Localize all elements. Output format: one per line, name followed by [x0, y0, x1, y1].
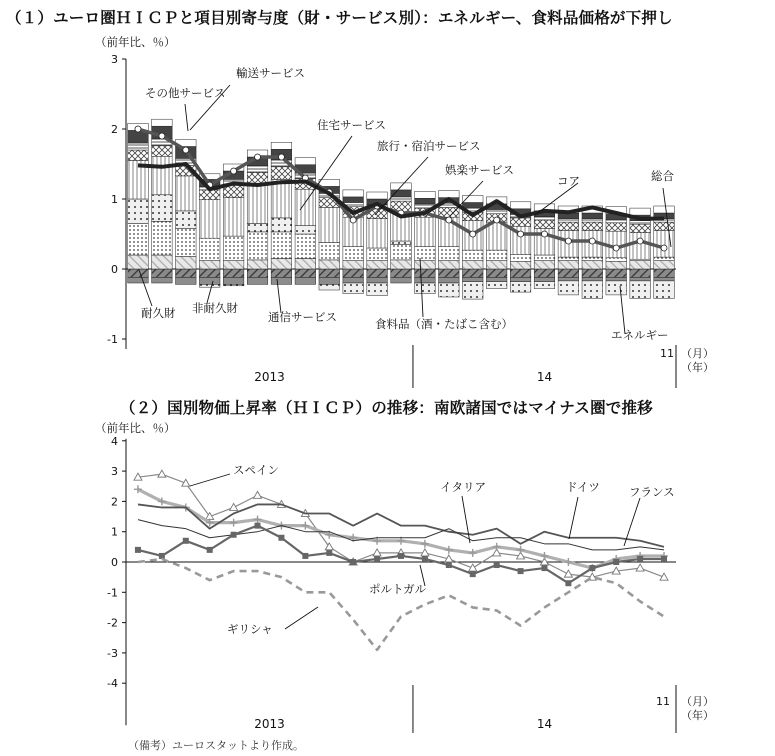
- series-label-5: コア: [557, 174, 580, 188]
- series-label-11: エネルギー: [611, 328, 669, 342]
- country-label-3: フランス: [629, 485, 675, 499]
- chart1-title: （１）ユーロ圏ＨＩＣＰと項目別寄与度（財・サービス別）：エネルギー、食料品価格が下押し: [6, 9, 673, 27]
- bar-segment: [271, 232, 292, 259]
- headline-point: [589, 238, 595, 244]
- bar-segment: [247, 224, 268, 232]
- label-leader: [569, 497, 578, 539]
- bar-segment: [391, 197, 412, 201]
- marker-square: [135, 547, 141, 553]
- series-label-8: 非耐久財: [192, 301, 238, 315]
- bar-segment: [606, 277, 627, 281]
- bar-segment: [439, 247, 460, 261]
- bar-segment: [319, 242, 340, 260]
- year-label-2013: 2013: [254, 717, 285, 731]
- bar-segment: [223, 198, 244, 237]
- chart2-title: （２）国別物価上昇率（ＨＩＣＰ）の推移：南欧諸国ではマイナス圏で推移: [120, 399, 653, 417]
- series-label-1: その他サービス: [145, 86, 226, 100]
- bar-segment: [319, 277, 340, 284]
- marker-triangle: [230, 503, 238, 510]
- bar-segment: [558, 261, 579, 269]
- bar-segment: [415, 217, 436, 246]
- bar-segment: [367, 277, 388, 283]
- marker-square: [661, 556, 667, 562]
- series-label-4: 娯楽サービス: [445, 163, 514, 177]
- marker-triangle: [254, 491, 262, 498]
- bar-segment: [152, 146, 173, 157]
- bar-segment: [271, 277, 292, 284]
- series-label-6: 総合: [651, 169, 674, 183]
- bar-segment: [415, 198, 436, 204]
- marker-triangle: [158, 470, 166, 477]
- bar-segment: [415, 191, 436, 198]
- headline-point: [159, 133, 165, 139]
- bar-segment: [271, 142, 292, 149]
- bar-segment: [439, 269, 460, 277]
- y-tick-label: 1: [111, 193, 118, 206]
- marker-square: [518, 568, 524, 574]
- headline-point: [350, 217, 356, 223]
- marker-square: [613, 559, 619, 565]
- y-tick-label: 0: [111, 263, 118, 276]
- bar-segment: [295, 158, 316, 165]
- bar-segment: [534, 220, 555, 228]
- year-label-2013: 2013: [254, 370, 285, 384]
- country-label-4: ポルトガル: [369, 582, 427, 596]
- marker-square: [255, 523, 261, 529]
- bar-segment: [606, 223, 627, 231]
- y-tick-label: -1: [107, 586, 118, 600]
- bar-segment: [654, 231, 675, 258]
- y-tick-label: -4: [107, 677, 118, 691]
- bar-segment: [654, 281, 675, 299]
- bar-segment: [367, 269, 388, 277]
- bar-segment: [558, 219, 579, 223]
- bar-segment: [391, 245, 412, 260]
- bar-segment: [128, 269, 149, 277]
- bar-segment: [630, 208, 651, 215]
- bar-segment: [176, 176, 197, 211]
- marker-square: [302, 553, 308, 559]
- marker-plus: [445, 546, 453, 554]
- bar-segment: [582, 219, 603, 223]
- bar-segment: [199, 238, 220, 260]
- marker-square: [637, 556, 643, 562]
- y-tick-label: 1: [111, 525, 118, 539]
- bar-segment: [630, 224, 651, 232]
- y-tick-label: 2: [111, 495, 118, 509]
- bar-segment: [606, 281, 627, 295]
- bar-segment: [295, 277, 316, 284]
- marker-square: [326, 550, 332, 556]
- marker-triangle: [564, 570, 572, 577]
- bar-segment: [582, 261, 603, 269]
- bar-segment: [486, 210, 507, 214]
- bar-segment: [415, 247, 436, 261]
- marker-square: [541, 565, 547, 571]
- bar-segment: [247, 260, 268, 269]
- bar-segment: [343, 261, 364, 269]
- headline-point: [183, 147, 189, 153]
- headline-point: [278, 154, 284, 160]
- bar-segment: [152, 221, 173, 255]
- bar-segment: [606, 219, 627, 223]
- bar-segment: [152, 277, 173, 283]
- bar-segment: [391, 269, 412, 277]
- marker-square: [350, 559, 356, 565]
- bar-segment: [630, 233, 651, 260]
- bar-segment: [391, 260, 412, 269]
- marker-plus: [230, 519, 238, 527]
- bar-segment: [558, 281, 579, 295]
- bar-segment: [630, 277, 651, 281]
- bar-segment: [606, 261, 627, 269]
- bar-segment: [391, 277, 412, 283]
- y-tick-label: 4: [111, 434, 118, 448]
- end-month-label: 11: [656, 695, 670, 708]
- marker-plus: [254, 516, 262, 524]
- country-label-2: ドイツ: [566, 480, 600, 494]
- bar-segment: [319, 260, 340, 269]
- bar-segment: [271, 218, 292, 232]
- bar-segment: [510, 218, 531, 226]
- bar-segment: [486, 269, 507, 277]
- bar-segment: [510, 261, 531, 269]
- marker-square: [446, 562, 452, 568]
- bar-segment: [534, 255, 555, 261]
- headline-point: [613, 245, 619, 251]
- series-label-10: 食料品（酒・たばこ含む）: [375, 317, 513, 331]
- bar-segment: [295, 234, 316, 259]
- country-label-5: ギリシャ: [227, 622, 273, 636]
- year-unit-label: （年）: [681, 361, 714, 374]
- label-leader: [624, 498, 640, 546]
- bar-segment: [630, 281, 651, 299]
- bar-segment: [223, 277, 244, 284]
- y-tick-label: 2: [111, 123, 118, 136]
- bar-segment: [247, 269, 268, 277]
- headline-point: [135, 126, 141, 132]
- bar-segment: [582, 222, 603, 230]
- bar-segment: [199, 269, 220, 277]
- bar-segment: [152, 195, 173, 222]
- bar-segment: [152, 269, 173, 277]
- marker-square: [183, 538, 189, 544]
- bar-segment: [439, 283, 460, 297]
- label-leader: [185, 104, 188, 131]
- series-label-2: 住宅サービス: [317, 118, 386, 132]
- headline-point: [637, 238, 643, 244]
- marker-square: [565, 580, 571, 586]
- bar-segment: [319, 179, 340, 186]
- bar-segment: [415, 277, 436, 283]
- year-label-2014: 14: [536, 717, 553, 731]
- bar-segment: [152, 156, 173, 195]
- bar-segment: [367, 192, 388, 199]
- month-unit-label: （月）: [681, 347, 714, 360]
- bar-segment: [510, 269, 531, 277]
- bar-segment: [606, 269, 627, 277]
- series-label-3: 旅行・宿泊サービス: [377, 139, 481, 153]
- bar-segment: [247, 232, 268, 260]
- bar-segment: [654, 222, 675, 230]
- headline-point: [494, 217, 500, 223]
- bar-segment: [128, 277, 149, 283]
- bar-segment: [176, 277, 197, 284]
- bar-segment: [415, 269, 436, 277]
- marker-square: [374, 556, 380, 562]
- bar-segment: [247, 277, 268, 284]
- series-label-7: 耐久財: [141, 306, 176, 320]
- bar-segment: [199, 200, 220, 239]
- bar-segment: [558, 257, 579, 261]
- bar-segment: [654, 277, 675, 281]
- y-axis-label: （前年比、％）: [95, 35, 176, 49]
- bar-segment: [534, 282, 555, 289]
- bar-segment: [558, 222, 579, 230]
- y-tick-label: -3: [107, 646, 118, 660]
- bar-segment: [223, 269, 244, 277]
- bar-segment: [510, 202, 531, 209]
- bar-segment: [271, 269, 292, 277]
- bar-segment: [486, 250, 507, 261]
- bar-segment: [367, 219, 388, 248]
- label-leader: [190, 474, 230, 486]
- marker-plus: [421, 540, 429, 548]
- y-tick-label: -1: [107, 333, 118, 346]
- bar-segment: [534, 277, 555, 281]
- bar-segment: [223, 236, 244, 261]
- bar-segment: [630, 269, 651, 277]
- bar-segment: [271, 179, 292, 218]
- bar-segment: [128, 150, 149, 161]
- y-tick-label: 3: [111, 53, 118, 66]
- bar-segment: [128, 143, 149, 150]
- bar-segment: [152, 255, 173, 269]
- source-note: （備考）ユーロスタットより作成。: [128, 739, 304, 752]
- bar-segment: [271, 167, 292, 180]
- bar-segment: [462, 203, 483, 209]
- bar-segment: [176, 269, 197, 277]
- label-leader: [285, 607, 318, 629]
- headline-point: [470, 231, 476, 237]
- marker-square: [494, 562, 500, 568]
- y-axis-label: （前年比、％）: [95, 421, 176, 435]
- bar-segment: [128, 255, 149, 269]
- bar-segment: [415, 261, 436, 269]
- y-tick-label: 0: [111, 556, 118, 569]
- bar-segment: [176, 228, 197, 256]
- bar-segment: [128, 199, 149, 224]
- bar-segment: [247, 185, 268, 224]
- headline-point: [541, 231, 547, 237]
- bar-segment: [510, 277, 531, 281]
- bar-segment: [295, 226, 316, 234]
- bar-segment: [582, 281, 603, 299]
- y-tick-label: 3: [111, 465, 118, 479]
- bar-segment: [199, 284, 220, 287]
- bar-segment: [606, 258, 627, 262]
- bar-segment: [486, 222, 507, 250]
- bar-segment: [295, 259, 316, 270]
- bar-segment: [582, 277, 603, 281]
- bar-segment: [630, 221, 651, 225]
- bar-segment: [247, 165, 268, 172]
- marker-square: [470, 571, 476, 577]
- bar-segment: [128, 224, 149, 256]
- bar-segment: [319, 207, 340, 242]
- marker-square: [231, 532, 237, 538]
- bar-segment: [391, 190, 412, 197]
- bar-segment: [462, 269, 483, 277]
- marker-square: [278, 535, 284, 541]
- bar-segment: [654, 261, 675, 269]
- bar-segment: [367, 248, 388, 261]
- bar-segment: [415, 283, 436, 294]
- country-inflation-chart: [0, 415, 775, 755]
- year-unit-label: （年）: [681, 709, 714, 722]
- bar-segment: [199, 261, 220, 269]
- bar-segment: [199, 190, 220, 200]
- headline-point: [231, 168, 237, 174]
- headline-point: [565, 238, 571, 244]
- y-tick-label: -2: [107, 616, 118, 630]
- bar-segment: [343, 197, 364, 203]
- marker-plus: [493, 543, 501, 551]
- bar-segment: [391, 241, 412, 245]
- bar-segment: [462, 250, 483, 261]
- bar-segment: [295, 189, 316, 225]
- marker-plus: [517, 546, 525, 554]
- bar-segment: [486, 277, 507, 281]
- bar-segment: [534, 261, 555, 269]
- bar-segment: [534, 269, 555, 277]
- bar-segment: [223, 284, 244, 285]
- marker-plus: [469, 549, 477, 557]
- marker-square: [398, 553, 404, 559]
- bar-segment: [176, 211, 197, 229]
- bar-segment: [439, 261, 460, 269]
- bar-segment: [152, 119, 173, 126]
- bar-segment: [462, 277, 483, 281]
- bar-segment: [319, 269, 340, 277]
- bar-segment: [462, 282, 483, 300]
- bar-segment: [558, 277, 579, 281]
- series-label-0: 輸送サービス: [236, 66, 305, 80]
- bar-segment: [654, 257, 675, 261]
- bar-segment: [271, 259, 292, 270]
- bar-segment: [367, 283, 388, 296]
- country-label-0: スペイン: [233, 463, 279, 477]
- bar-segment: [462, 261, 483, 269]
- bar-segment: [319, 284, 340, 290]
- marker-square: [422, 556, 428, 562]
- bar-segment: [439, 277, 460, 283]
- bar-segment: [582, 269, 603, 277]
- bar-segment: [343, 283, 364, 294]
- headline-point: [661, 245, 667, 251]
- bar-segment: [439, 207, 460, 217]
- bar-segment: [534, 217, 555, 221]
- end-month-label: 11: [660, 347, 674, 360]
- marker-square: [207, 547, 213, 553]
- headline-point: [255, 154, 261, 160]
- bar-segment: [486, 282, 507, 289]
- country-label-1: イタリア: [440, 480, 486, 494]
- year-label-2014: 14: [536, 370, 553, 384]
- bar-segment: [654, 206, 675, 213]
- headline-point: [446, 217, 452, 223]
- marker-plus: [564, 558, 572, 566]
- bar-segment: [510, 282, 531, 293]
- bar-segment: [582, 257, 603, 261]
- headline-point: [518, 231, 524, 237]
- marker-square: [589, 565, 595, 571]
- bar-segment: [367, 261, 388, 269]
- marker-triangle: [636, 564, 644, 571]
- bar-segment: [486, 261, 507, 269]
- bar-segment: [343, 277, 364, 283]
- month-unit-label: （月）: [681, 695, 714, 708]
- marker-plus: [540, 552, 548, 560]
- bar-segment: [343, 247, 364, 261]
- bar-segment: [439, 191, 460, 198]
- bar-segment: [510, 254, 531, 261]
- bar-segment: [343, 190, 364, 197]
- bar-segment: [295, 269, 316, 277]
- marker-plus: [301, 522, 309, 530]
- series-label-9: 通信サービス: [268, 310, 337, 324]
- bar-segment: [176, 256, 197, 269]
- bar-segment: [199, 277, 220, 284]
- bar-segment: [223, 261, 244, 269]
- bar-segment: [630, 261, 651, 269]
- bar-segment: [582, 213, 603, 219]
- bar-segment: [558, 269, 579, 277]
- bar-segment: [343, 269, 364, 277]
- bar-segment: [654, 269, 675, 277]
